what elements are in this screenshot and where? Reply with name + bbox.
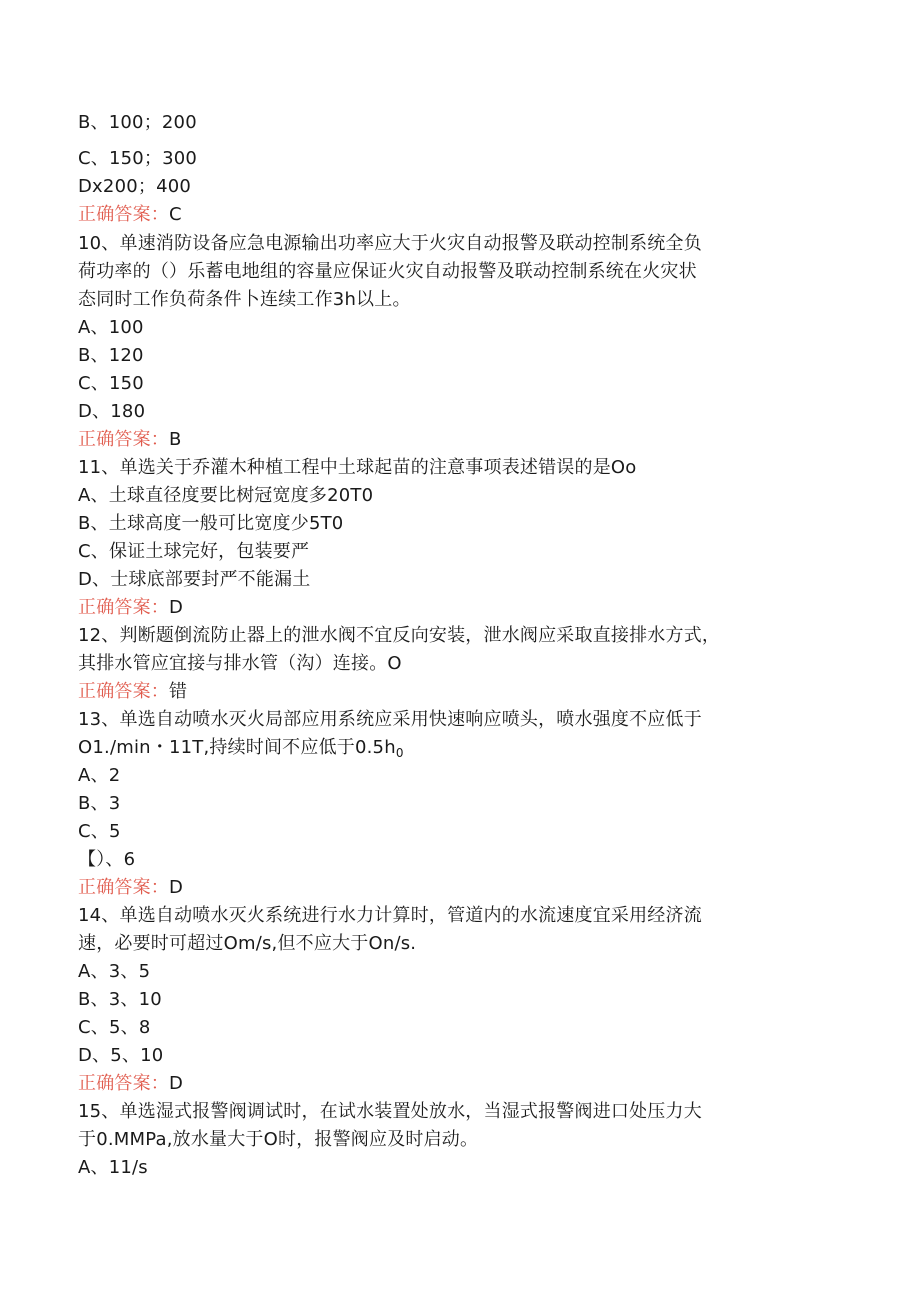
q13-answer	[78, 876, 183, 900]
question-11-line-1: 11、单选关于乔灌木种植工程中土球起苗的注意事项表述错误的是Oo	[78, 457, 637, 478]
answer-value: B	[169, 429, 182, 450]
answer-value: D	[169, 1073, 184, 1094]
q14-answer	[78, 1072, 183, 1096]
question-13-line-2-text: O1./min・11T,持续时间不应低于0.5h	[78, 737, 396, 758]
answer-line	[78, 203, 182, 227]
answer-value: 错	[169, 681, 188, 702]
q11-option-c: C、保证土球完好，包装要严	[78, 541, 310, 562]
q10-option-b: B、120	[78, 345, 144, 366]
q11-option-b: B、土球高度一般可比宽度少5T0	[78, 513, 344, 534]
q13-option-a: A、2	[78, 765, 121, 786]
q11-option-a: A、土球直径度要比树冠宽度多20T0	[78, 485, 374, 506]
answer-value: D	[169, 877, 184, 898]
question-13-line-2	[78, 736, 404, 765]
question-13-line-1: 13、单选自动喷水灭火局部应用系统应采用快速响应喷头，喷水强度不应低于	[78, 709, 702, 730]
question-10-line-3: 态同时工作负荷条件卜连续工作3h以上。	[78, 289, 411, 310]
subscript: 0	[395, 746, 404, 760]
question-12-line-1: 12、判断题倒流防止器上的泄水阀不宜反向安装，泄水阀应采取直接排水方式，	[78, 625, 721, 646]
q10-option-a: A、100	[78, 317, 144, 338]
question-15-line-2: 于0.MMPa,放水量大于O时，报警阀应及时启动。	[78, 1129, 479, 1150]
answer-label: 正确答案：	[78, 877, 169, 898]
q13-option-b: B、3	[78, 793, 121, 814]
answer-label: 正确答案：	[78, 597, 169, 618]
answer-value: C	[169, 204, 182, 225]
option-d: Dx200；400	[78, 176, 192, 197]
question-15-line-1: 15、单选湿式报警阀调试时，在试水装置处放水，当湿式报警阀进口处压力大	[78, 1101, 702, 1122]
option-c: C、150；300	[78, 148, 198, 169]
question-14-line-2: 速，必要时可超过Om∕s,但不应大于On∕s.	[78, 933, 417, 954]
q11-option-d: D、士球底部要封严不能漏土	[78, 569, 311, 590]
answer-label: 正确答案：	[78, 204, 169, 225]
question-14-line-1: 14、单选自动喷水灭火系统进行水力计算时，管道内的水流速度宜采用经济流	[78, 905, 702, 926]
q14-option-a: A、3、5	[78, 961, 151, 982]
q10-option-d: D、180	[78, 401, 146, 422]
q11-answer	[78, 596, 183, 620]
q14-option-d: D、5、10	[78, 1045, 164, 1066]
q14-option-c: C、5、8	[78, 1017, 151, 1038]
q15-option-a: A、11/s	[78, 1157, 148, 1178]
answer-label: 正确答案：	[78, 1073, 169, 1094]
q10-answer	[78, 428, 182, 452]
q14-option-b: B、3、10	[78, 989, 162, 1010]
q13-option-c: C、5	[78, 821, 121, 842]
answer-value: D	[169, 597, 184, 618]
question-10-line-1: 10、单速消防设备应急电源输出功率应大于火灾自动报警及联动控制系统全负	[78, 233, 702, 254]
question-12-line-2: 其排水管应宜接与排水管（沟）连接。O	[78, 653, 402, 674]
q13-option-d: 【）、6	[78, 849, 136, 870]
answer-label: 正确答案：	[78, 429, 169, 450]
question-10-line-2: 荷功率的（）乐蓄电地组的容量应保证火灾自动报警及联动控制系统在火灾状	[78, 261, 697, 282]
answer-label: 正确答案：	[78, 681, 169, 702]
q12-answer	[78, 680, 187, 704]
q10-option-c: C、150	[78, 373, 144, 394]
option-b: B、100；200	[78, 112, 197, 133]
